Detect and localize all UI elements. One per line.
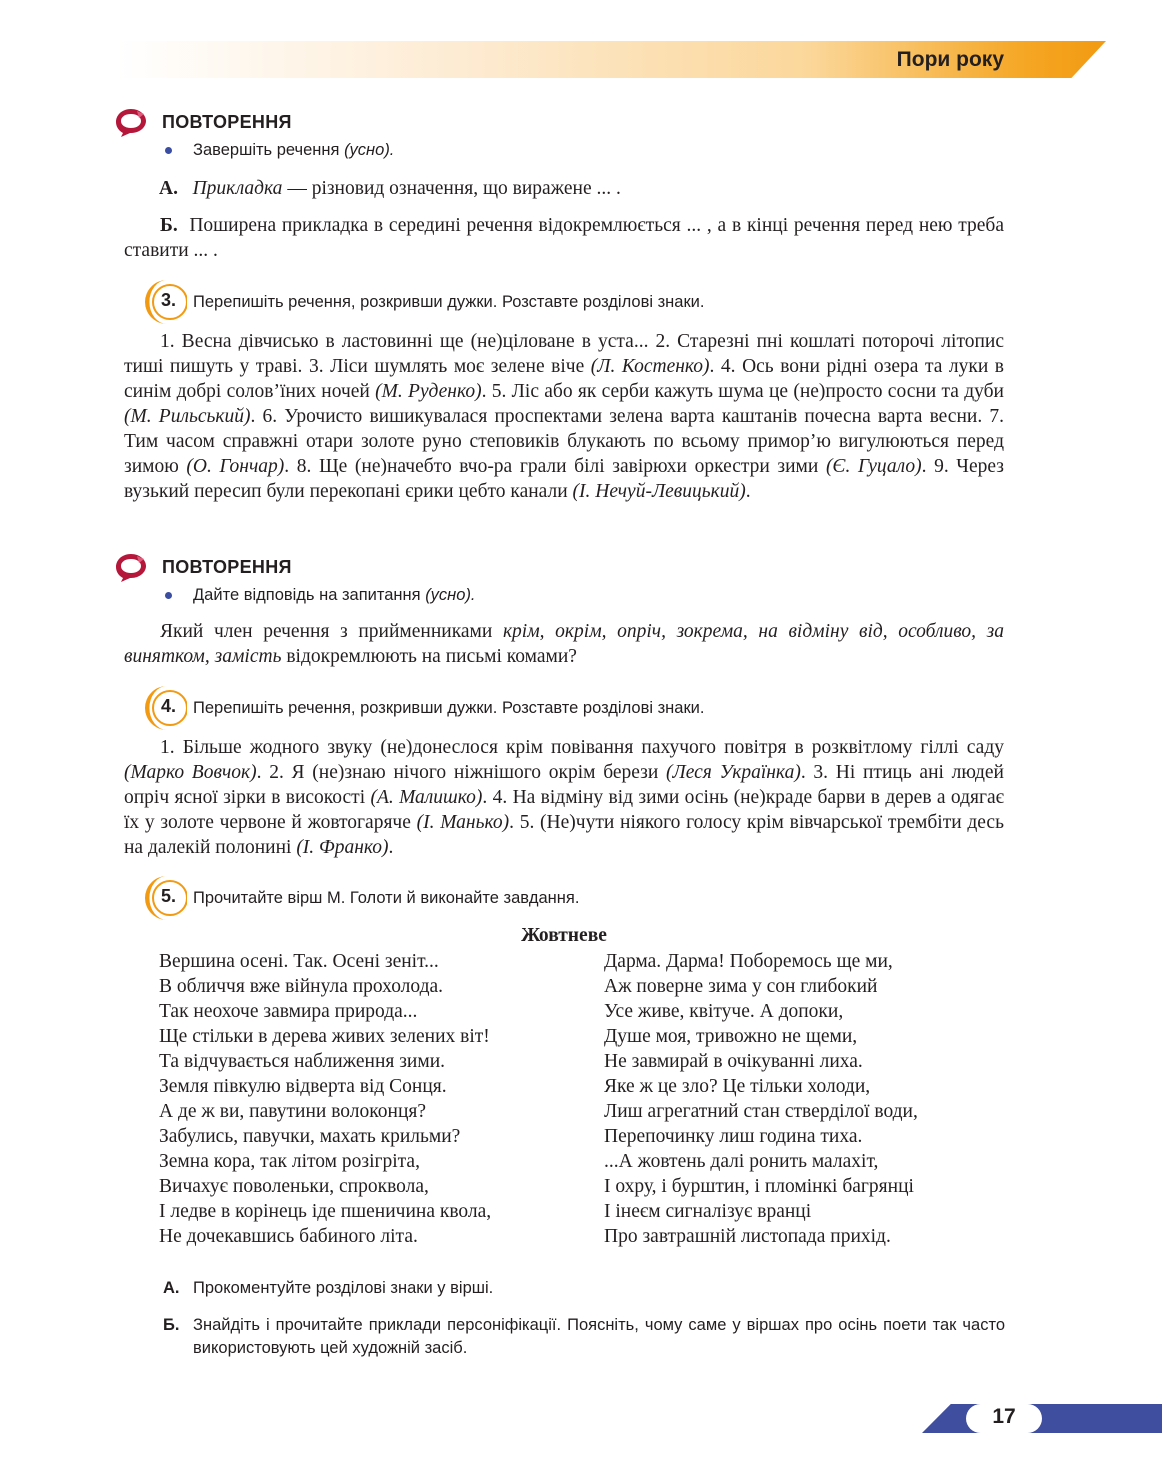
task-number: 5. bbox=[161, 886, 177, 906]
poem-line: Дарма. Дарма! Поборемось ще ми, bbox=[604, 951, 893, 972]
task-badge-icon bbox=[143, 685, 187, 731]
poem-line: Про завтрашній листопада прихід. bbox=[604, 1226, 891, 1247]
item-a-text: — різновид означення, що виражене ... . bbox=[282, 178, 621, 199]
task-instruction: Прочитайте вірш М. Голоти й виконайте завдання. bbox=[193, 888, 580, 907]
sentence-text: . 8. Ще (не)начебто вчо-ра грали білі завірюхи оркестри зими bbox=[284, 456, 826, 477]
repeat-icon bbox=[113, 551, 149, 583]
question-words: крім, окрім, опріч, зокрема, на відміну від, особливо, за винятком, замість bbox=[124, 621, 1005, 667]
citation: (М. Руденко) bbox=[375, 381, 482, 402]
poem-line: Вершина осені. Так. Осені зеніт... bbox=[159, 951, 439, 972]
task-instruction: Перепишіть речення, розкривши дужки. Розставте розділові знаки. bbox=[193, 292, 705, 311]
question-start: Який член речення з прийменниками bbox=[160, 621, 503, 642]
citation: (Марко Вовчок) bbox=[124, 762, 257, 783]
poem-line: Аж поверне зима у сон глибокий bbox=[604, 976, 878, 997]
sentence-text: 1. Весна дівчисько в ластовинні ще (не)ціловане в уста... 2. Старезні пні кошлаті поторочі літопис тиші пишуть у траві. 3. Ліси шумлять моє зелене віче bbox=[124, 331, 1004, 377]
poem-line: ...А жовтень далі ронить малахіт, bbox=[604, 1151, 879, 1172]
poem-line: Яке ж це зло? Це тільки холоди, bbox=[604, 1076, 871, 1097]
task-number: 3. bbox=[161, 290, 177, 310]
task-instruction: Перепишіть речення, розкривши дужки. Розставте розділові знаки. bbox=[193, 698, 705, 717]
repetition-heading bbox=[113, 551, 292, 583]
poem-line: Душе моя, тривожно не щеми, bbox=[604, 1026, 858, 1047]
citation: (Є. Гуцало) bbox=[825, 456, 922, 477]
question-end: відокремлюють на письмі комами? bbox=[281, 646, 577, 667]
poem-line: І охру, і бурштин, і пломінкі багрянці bbox=[604, 1176, 914, 1197]
poem-line: Лиш агрегатний стан ствердiлої води, bbox=[604, 1101, 918, 1122]
item-a-term: Прикладка bbox=[192, 178, 283, 199]
instruction-text: Завершіть речення bbox=[193, 141, 340, 159]
sentence-text: . 9. Через вузький пересип були перекопані єрики цебто канали bbox=[124, 456, 1004, 502]
instruction-note: (усно). bbox=[344, 141, 395, 159]
poem-line: І ледве в корінець іде пшеничина квола, bbox=[159, 1201, 492, 1222]
page-number: 17 bbox=[992, 1405, 1016, 1428]
task-5-heading bbox=[143, 875, 579, 921]
question-a-label: А. bbox=[163, 1279, 180, 1297]
poem-line: Земна кора, так літом розігріта, bbox=[159, 1151, 420, 1172]
repetition-instruction bbox=[165, 141, 394, 160]
poem-line: Та відчувається наближення зими. bbox=[159, 1051, 446, 1072]
sentence-text: . 3. Ні птиць ані людей опріч ясної зірки в високості bbox=[124, 762, 1004, 808]
sentence-text: . 5. Ліс або як серби кажуть шума це (не)просто сосни та дуби bbox=[481, 381, 1004, 402]
section-title: Пори року bbox=[896, 48, 1004, 71]
task-3-heading bbox=[143, 279, 704, 325]
sentence-text: . bbox=[745, 481, 751, 502]
question-b-label: Б. bbox=[163, 1316, 180, 1334]
citation: (Л. Костенко) bbox=[590, 356, 710, 377]
poem-line: Не завмирай в очікуванні лиха. bbox=[604, 1051, 863, 1072]
citation: (І. Манько) bbox=[416, 812, 510, 833]
poem-line: І інеєм сигналізує вранці bbox=[604, 1201, 812, 1222]
sentence-text: . bbox=[388, 837, 394, 858]
task-4-heading bbox=[143, 685, 704, 731]
item-a bbox=[159, 176, 1004, 201]
page-number-band bbox=[922, 1404, 1162, 1433]
question-b bbox=[163, 1314, 1005, 1360]
task-badge-icon bbox=[143, 279, 187, 325]
citation: (І. Нечуй-Левицький) bbox=[572, 481, 746, 502]
item-a-label: А. bbox=[159, 178, 178, 199]
instruction-text: Дайте відповідь на запитання bbox=[193, 586, 421, 604]
question-b-text: Знайдіть і прочитайте приклади персоніфікації. Поясніть, чому саме у віршах про осінь поети так часто використовують цей художній засіб. bbox=[193, 1316, 1005, 1357]
citation: (А. Малишко) bbox=[370, 787, 483, 808]
repetition-question bbox=[124, 619, 1004, 669]
repetition-label: ПОВТОРЕННЯ bbox=[162, 556, 292, 577]
bullet-icon bbox=[165, 147, 172, 154]
sentence-text: . 5. (Не)чути ніякого голосу крім вівчарської трембіти десь на далекій полонині bbox=[124, 812, 1004, 858]
question-a bbox=[163, 1277, 1005, 1300]
poem-line: Земля півкулю відверта від Сонця. bbox=[159, 1076, 447, 1097]
poem-line: Вичахує поволеньки, спроквола, bbox=[159, 1176, 429, 1197]
poem-left-column bbox=[159, 949, 491, 1249]
task-badge-icon bbox=[143, 875, 187, 921]
poem-title: Жовтневе bbox=[521, 925, 607, 946]
citation: (І. Франко) bbox=[296, 837, 389, 858]
repetition-instruction bbox=[165, 586, 476, 605]
sentence-text: . 6. Урочисто вишикувалася проспектами зелена варта каштанів почесна варта весни. 7. Тим часом справжні отари золоте руно степовиків блукають по всьому примор’ю вигулюються перед зимою bbox=[124, 406, 1004, 477]
poem-right-column bbox=[604, 949, 918, 1249]
task-number: 4. bbox=[161, 696, 177, 716]
repeat-icon bbox=[113, 106, 149, 138]
sentence-text: 1. Більше жодного звуку (не)донеслося крім повівання пахучого повітря в розквітлому гіллі саду bbox=[160, 737, 1004, 758]
sentence-text: . 4. На відміну від зими осінь (не)краде барви в дерев а одягає їх у золоте червоне й жовтогаряче bbox=[124, 787, 1004, 833]
poem-line: Перепочинку лиш година тиха. bbox=[604, 1126, 863, 1147]
question-a-text: Прокоментуйте розділові знаки у вірші. bbox=[193, 1279, 494, 1297]
poem-line: Забулись, павучки, махать крильми? bbox=[159, 1126, 461, 1147]
item-b-label: Б. bbox=[160, 215, 178, 236]
repetition-label: ПОВТОРЕННЯ bbox=[162, 111, 292, 132]
item-b bbox=[124, 213, 1004, 263]
repetition-heading bbox=[113, 106, 292, 138]
poem-line: Ще стільки в дерева живих зелених віт! bbox=[159, 1026, 490, 1047]
sentence-text: . 2. Я (не)знаю нічого ніжнішого окрім берези bbox=[256, 762, 667, 783]
poem-line: Так неохоче завмира природа... bbox=[159, 1001, 418, 1022]
sentence-text: . 4. Ось вони рідні озера та луки в синім добрі солов’їних ночей bbox=[124, 356, 1004, 402]
citation: (Леся Українка) bbox=[666, 762, 801, 783]
citation: (М. Рильський) bbox=[124, 406, 251, 427]
task-4-text bbox=[124, 735, 1004, 860]
task-3-text bbox=[124, 329, 1004, 504]
poem-line: Не дочекавшись бабиного літа. bbox=[159, 1226, 418, 1247]
poem-line: А де ж ви, павутини волоконця? bbox=[159, 1101, 427, 1122]
poem-line: В обличчя вже війнула прохолода. bbox=[159, 976, 444, 997]
citation: (О. Гончар) bbox=[186, 456, 285, 477]
poem-line: Усе живе, квітуче. А допоки, bbox=[604, 1001, 844, 1022]
bullet-icon bbox=[165, 592, 172, 599]
item-b-text: Поширена прикладка в середині речення відокремлюється ... , а в кінці речення перед нею треба ставити ... . bbox=[124, 215, 1004, 261]
instruction-note: (усно). bbox=[425, 586, 476, 604]
